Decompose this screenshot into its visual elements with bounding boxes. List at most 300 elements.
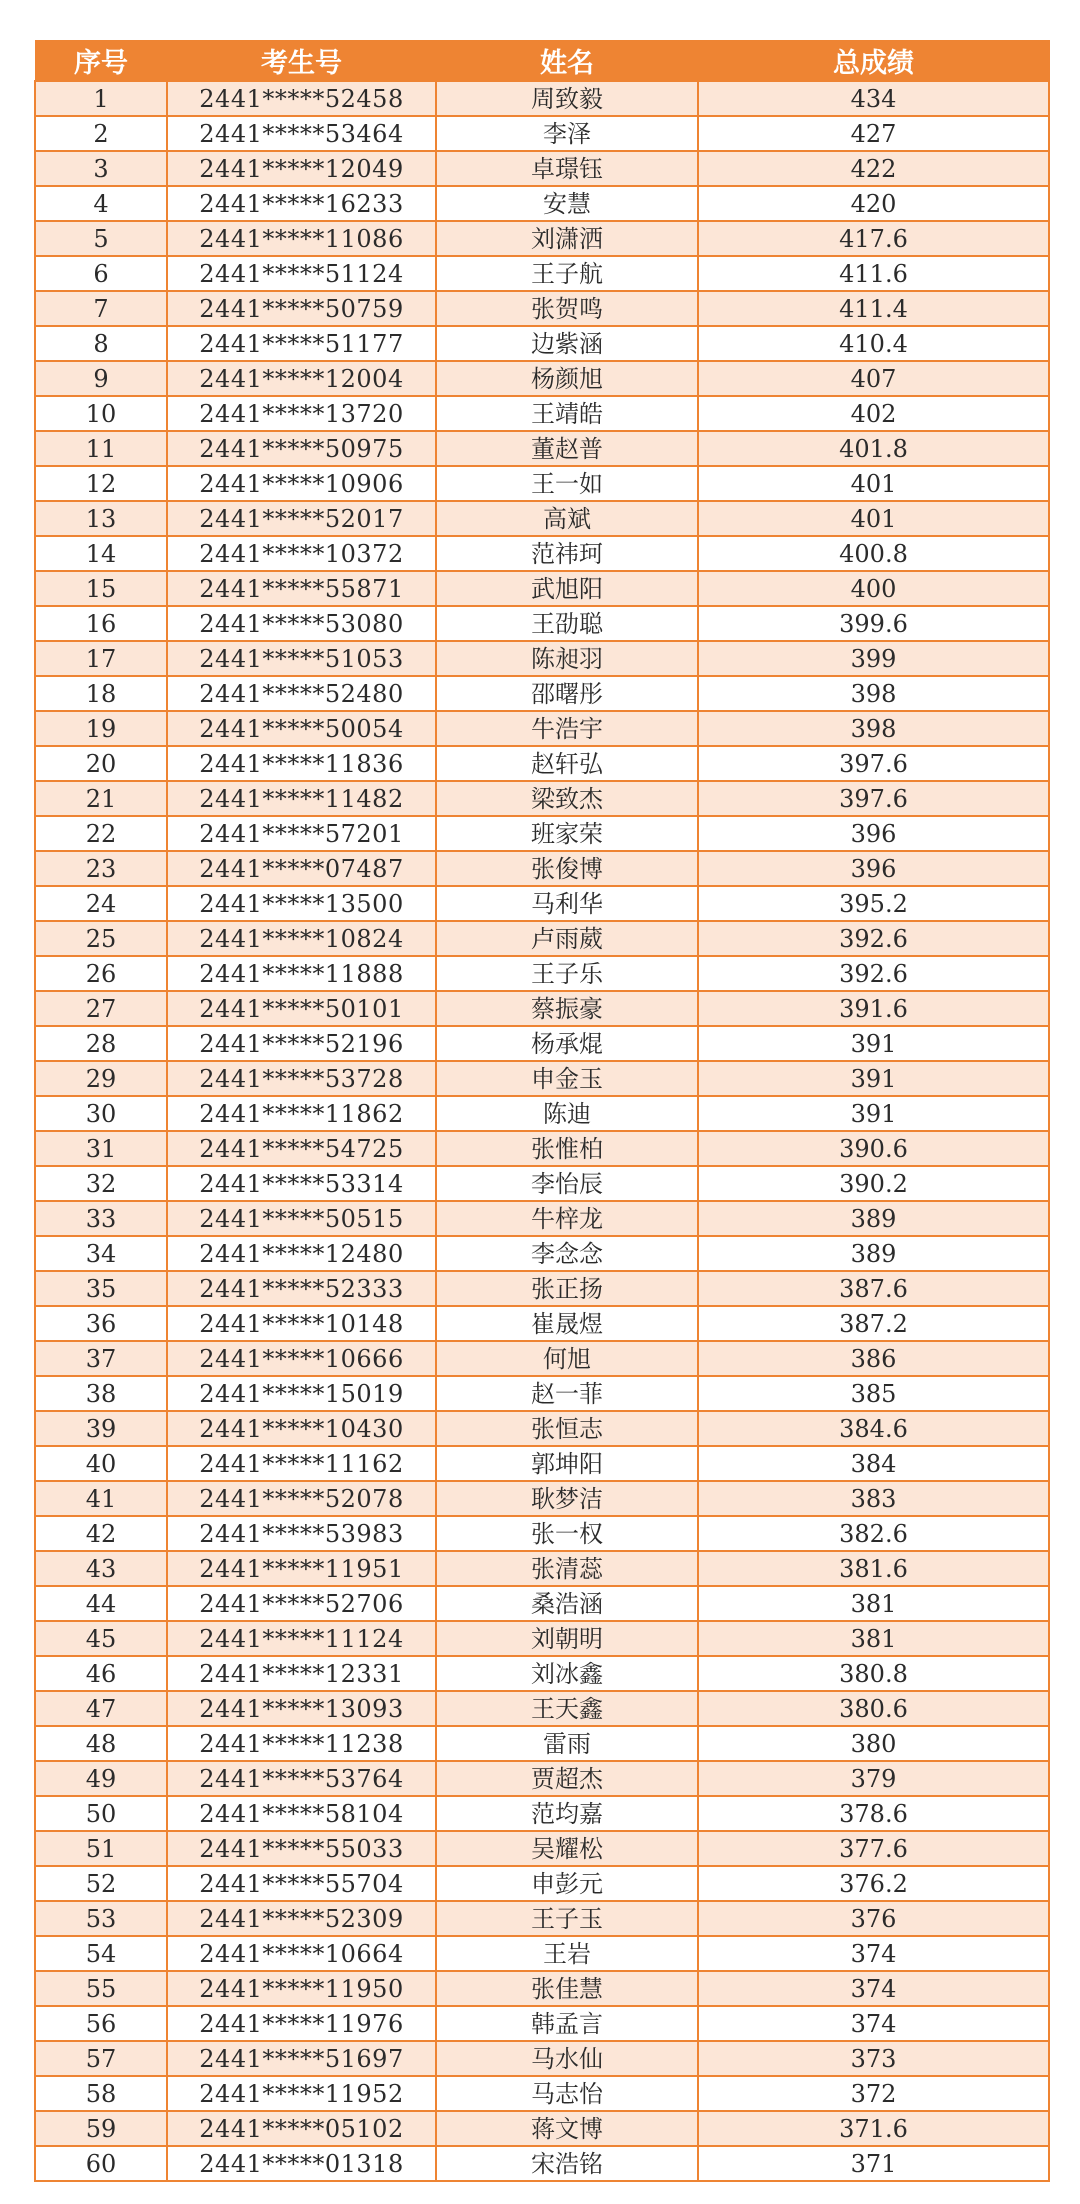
- cell-exam-number: 2441*****12331: [167, 1656, 436, 1691]
- cell-exam-number: 2441*****53728: [167, 1061, 436, 1096]
- cell-exam-number: 2441*****52480: [167, 676, 436, 711]
- cell-total-score: 398: [698, 676, 1049, 711]
- cell-total-score: 398: [698, 711, 1049, 746]
- header-total-score: 总成绩: [698, 41, 1049, 82]
- table-row: [35, 186, 1049, 221]
- table-row: [35, 2006, 1049, 2041]
- cell-index: 23: [35, 851, 167, 886]
- table-row: [35, 501, 1049, 536]
- cell-total-score: 386: [698, 1341, 1049, 1376]
- cell-index: 13: [35, 501, 167, 536]
- table-row: [35, 2041, 1049, 2076]
- cell-exam-number: 2441*****52309: [167, 1901, 436, 1936]
- cell-total-score: 383: [698, 1481, 1049, 1516]
- cell-name: 李泽: [436, 116, 698, 151]
- cell-exam-number: 2441*****55704: [167, 1866, 436, 1901]
- cell-total-score: 399.6: [698, 606, 1049, 641]
- cell-total-score: 380.8: [698, 1656, 1049, 1691]
- cell-total-score: 374: [698, 1971, 1049, 2006]
- cell-name: 邵曙彤: [436, 676, 698, 711]
- cell-total-score: 401: [698, 466, 1049, 501]
- cell-exam-number: 2441*****52458: [167, 81, 436, 116]
- cell-exam-number: 2441*****10664: [167, 1936, 436, 1971]
- cell-exam-number: 2441*****11162: [167, 1446, 436, 1481]
- cell-index: 32: [35, 1166, 167, 1201]
- cell-name: 赵一菲: [436, 1376, 698, 1411]
- cell-exam-number: 2441*****51053: [167, 641, 436, 676]
- cell-name: 李怡辰: [436, 1166, 698, 1201]
- cell-total-score: 391: [698, 1096, 1049, 1131]
- cell-name: 杨承焜: [436, 1026, 698, 1061]
- cell-total-score: 385: [698, 1376, 1049, 1411]
- cell-index: 42: [35, 1516, 167, 1551]
- table-row: [35, 781, 1049, 816]
- cell-name: 王天鑫: [436, 1691, 698, 1726]
- cell-exam-number: 2441*****01318: [167, 2146, 436, 2181]
- cell-total-score: 395.2: [698, 886, 1049, 921]
- cell-exam-number: 2441*****52017: [167, 501, 436, 536]
- cell-total-score: 410.4: [698, 326, 1049, 361]
- table-row: [35, 221, 1049, 256]
- cell-exam-number: 2441*****15019: [167, 1376, 436, 1411]
- table-row: [35, 291, 1049, 326]
- cell-index: 55: [35, 1971, 167, 2006]
- cell-name: 范祎珂: [436, 536, 698, 571]
- cell-total-score: 387.6: [698, 1271, 1049, 1306]
- table-row: [35, 81, 1049, 116]
- cell-total-score: 396: [698, 851, 1049, 886]
- cell-name: 高斌: [436, 501, 698, 536]
- cell-exam-number: 2441*****54725: [167, 1131, 436, 1166]
- table-row: [35, 1026, 1049, 1061]
- cell-index: 30: [35, 1096, 167, 1131]
- score-table-container: [34, 40, 1048, 2182]
- table-row: [35, 466, 1049, 501]
- cell-exam-number: 2441*****11951: [167, 1551, 436, 1586]
- cell-index: 27: [35, 991, 167, 1026]
- cell-total-score: 397.6: [698, 781, 1049, 816]
- cell-total-score: 381: [698, 1586, 1049, 1621]
- cell-exam-number: 2441*****11862: [167, 1096, 436, 1131]
- table-row: [35, 1201, 1049, 1236]
- cell-index: 6: [35, 256, 167, 291]
- cell-index: 10: [35, 396, 167, 431]
- cell-exam-number: 2441*****53983: [167, 1516, 436, 1551]
- cell-index: 1: [35, 81, 167, 116]
- cell-total-score: 402: [698, 396, 1049, 431]
- cell-total-score: 379: [698, 1761, 1049, 1796]
- cell-exam-number: 2441*****53464: [167, 116, 436, 151]
- cell-name: 安慧: [436, 186, 698, 221]
- cell-name: 吴耀松: [436, 1831, 698, 1866]
- table-row: [35, 606, 1049, 641]
- cell-exam-number: 2441*****53314: [167, 1166, 436, 1201]
- cell-total-score: 374: [698, 1936, 1049, 1971]
- cell-exam-number: 2441*****12480: [167, 1236, 436, 1271]
- cell-name: 张俊博: [436, 851, 698, 886]
- cell-index: 45: [35, 1621, 167, 1656]
- table-row: [35, 1831, 1049, 1866]
- cell-name: 申彭元: [436, 1866, 698, 1901]
- header-row: [35, 41, 1049, 82]
- table-row: [35, 1096, 1049, 1131]
- cell-index: 2: [35, 116, 167, 151]
- cell-index: 39: [35, 1411, 167, 1446]
- cell-exam-number: 2441*****50759: [167, 291, 436, 326]
- cell-name: 王岩: [436, 1936, 698, 1971]
- cell-total-score: 380: [698, 1726, 1049, 1761]
- cell-index: 34: [35, 1236, 167, 1271]
- cell-total-score: 374: [698, 2006, 1049, 2041]
- cell-index: 19: [35, 711, 167, 746]
- cell-total-score: 422: [698, 151, 1049, 186]
- cell-name: 马志怡: [436, 2076, 698, 2111]
- cell-exam-number: 2441*****11482: [167, 781, 436, 816]
- cell-total-score: 397.6: [698, 746, 1049, 781]
- table-row: [35, 1166, 1049, 1201]
- cell-index: 38: [35, 1376, 167, 1411]
- cell-name: 宋浩铭: [436, 2146, 698, 2181]
- cell-name: 韩孟言: [436, 2006, 698, 2041]
- cell-exam-number: 2441*****16233: [167, 186, 436, 221]
- cell-name: 牛浩宇: [436, 711, 698, 746]
- cell-exam-number: 2441*****50054: [167, 711, 436, 746]
- cell-index: 48: [35, 1726, 167, 1761]
- table-row: [35, 1551, 1049, 1586]
- table-row: [35, 921, 1049, 956]
- cell-name: 张正扬: [436, 1271, 698, 1306]
- cell-exam-number: 2441*****05102: [167, 2111, 436, 2146]
- cell-index: 22: [35, 816, 167, 851]
- cell-name: 张惟柏: [436, 1131, 698, 1166]
- cell-name: 雷雨: [436, 1726, 698, 1761]
- cell-total-score: 389: [698, 1201, 1049, 1236]
- cell-exam-number: 2441*****11124: [167, 1621, 436, 1656]
- table-row: [35, 2076, 1049, 2111]
- table-row: [35, 1376, 1049, 1411]
- cell-index: 46: [35, 1656, 167, 1691]
- cell-index: 50: [35, 1796, 167, 1831]
- cell-total-score: 372: [698, 2076, 1049, 2111]
- cell-name: 王子航: [436, 256, 698, 291]
- cell-index: 20: [35, 746, 167, 781]
- cell-exam-number: 2441*****10430: [167, 1411, 436, 1446]
- cell-name: 范均嘉: [436, 1796, 698, 1831]
- cell-index: 16: [35, 606, 167, 641]
- cell-total-score: 399: [698, 641, 1049, 676]
- table-row: [35, 536, 1049, 571]
- cell-total-score: 378.6: [698, 1796, 1049, 1831]
- cell-index: 21: [35, 781, 167, 816]
- cell-name: 李念念: [436, 1236, 698, 1271]
- table-row: [35, 886, 1049, 921]
- cell-index: 43: [35, 1551, 167, 1586]
- table-row: [35, 256, 1049, 291]
- table-row: [35, 1061, 1049, 1096]
- cell-exam-number: 2441*****51697: [167, 2041, 436, 2076]
- cell-total-score: 420: [698, 186, 1049, 221]
- cell-total-score: 380.6: [698, 1691, 1049, 1726]
- table-row: [35, 1306, 1049, 1341]
- cell-index: 49: [35, 1761, 167, 1796]
- cell-name: 王靖皓: [436, 396, 698, 431]
- cell-name: 王子乐: [436, 956, 698, 991]
- cell-exam-number: 2441*****10824: [167, 921, 436, 956]
- table-row: [35, 1761, 1049, 1796]
- cell-total-score: 384.6: [698, 1411, 1049, 1446]
- cell-name: 郭坤阳: [436, 1446, 698, 1481]
- cell-name: 贾超杰: [436, 1761, 698, 1796]
- cell-total-score: 434: [698, 81, 1049, 116]
- cell-exam-number: 2441*****12004: [167, 361, 436, 396]
- cell-index: 35: [35, 1271, 167, 1306]
- cell-exam-number: 2441*****52196: [167, 1026, 436, 1061]
- cell-name: 刘潇洒: [436, 221, 698, 256]
- table-row: [35, 1131, 1049, 1166]
- table-row: [35, 816, 1049, 851]
- cell-total-score: 390.2: [698, 1166, 1049, 1201]
- cell-exam-number: 2441*****11888: [167, 956, 436, 991]
- cell-name: 刘冰鑫: [436, 1656, 698, 1691]
- cell-total-score: 392.6: [698, 921, 1049, 956]
- cell-name: 王一如: [436, 466, 698, 501]
- cell-index: 29: [35, 1061, 167, 1096]
- cell-index: 18: [35, 676, 167, 711]
- cell-index: 5: [35, 221, 167, 256]
- table-row: [35, 1481, 1049, 1516]
- cell-exam-number: 2441*****51177: [167, 326, 436, 361]
- cell-total-score: 400.8: [698, 536, 1049, 571]
- cell-name: 杨颜旭: [436, 361, 698, 396]
- table-row: [35, 1901, 1049, 1936]
- cell-index: 54: [35, 1936, 167, 1971]
- table-row: [35, 1516, 1049, 1551]
- cell-total-score: 407: [698, 361, 1049, 396]
- cell-index: 26: [35, 956, 167, 991]
- cell-exam-number: 2441*****12049: [167, 151, 436, 186]
- table-row: [35, 1796, 1049, 1831]
- cell-name: 蔡振豪: [436, 991, 698, 1026]
- cell-name: 董赵普: [436, 431, 698, 466]
- cell-total-score: 387.2: [698, 1306, 1049, 1341]
- cell-exam-number: 2441*****50515: [167, 1201, 436, 1236]
- cell-exam-number: 2441*****57201: [167, 816, 436, 851]
- cell-exam-number: 2441*****55033: [167, 1831, 436, 1866]
- table-row: [35, 711, 1049, 746]
- cell-exam-number: 2441*****52706: [167, 1586, 436, 1621]
- cell-name: 武旭阳: [436, 571, 698, 606]
- cell-exam-number: 2441*****10666: [167, 1341, 436, 1376]
- cell-index: 7: [35, 291, 167, 326]
- cell-name: 卢雨葳: [436, 921, 698, 956]
- cell-name: 卓璟钰: [436, 151, 698, 186]
- cell-total-score: 411.6: [698, 256, 1049, 291]
- cell-total-score: 427: [698, 116, 1049, 151]
- table-row: [35, 1586, 1049, 1621]
- table-body: [35, 81, 1049, 2181]
- cell-total-score: 381: [698, 1621, 1049, 1656]
- cell-index: 37: [35, 1341, 167, 1376]
- table-row: [35, 641, 1049, 676]
- cell-total-score: 376.2: [698, 1866, 1049, 1901]
- table-row: [35, 1971, 1049, 2006]
- cell-name: 崔晟煜: [436, 1306, 698, 1341]
- cell-name: 王子玉: [436, 1901, 698, 1936]
- cell-index: 3: [35, 151, 167, 186]
- cell-exam-number: 2441*****11950: [167, 1971, 436, 2006]
- table-row: [35, 1656, 1049, 1691]
- cell-exam-number: 2441*****13720: [167, 396, 436, 431]
- cell-exam-number: 2441*****52333: [167, 1271, 436, 1306]
- cell-name: 陈迪: [436, 1096, 698, 1131]
- cell-total-score: 400: [698, 571, 1049, 606]
- cell-index: 33: [35, 1201, 167, 1236]
- table-row: [35, 1936, 1049, 1971]
- cell-name: 张贺鸣: [436, 291, 698, 326]
- cell-name: 梁致杰: [436, 781, 698, 816]
- cell-total-score: 411.4: [698, 291, 1049, 326]
- cell-name: 边紫涵: [436, 326, 698, 361]
- cell-total-score: 401: [698, 501, 1049, 536]
- cell-exam-number: 2441*****53764: [167, 1761, 436, 1796]
- cell-name: 刘朝明: [436, 1621, 698, 1656]
- cell-total-score: 376: [698, 1901, 1049, 1936]
- cell-name: 周致毅: [436, 81, 698, 116]
- header-exam-number: 考生号: [167, 41, 436, 82]
- table-row: [35, 1866, 1049, 1901]
- cell-index: 58: [35, 2076, 167, 2111]
- table-row: [35, 1726, 1049, 1761]
- cell-index: 44: [35, 1586, 167, 1621]
- cell-name: 蒋文博: [436, 2111, 698, 2146]
- cell-exam-number: 2441*****50975: [167, 431, 436, 466]
- cell-total-score: 390.6: [698, 1131, 1049, 1166]
- cell-index: 24: [35, 886, 167, 921]
- table-row: [35, 116, 1049, 151]
- header-index: 序号: [35, 41, 167, 82]
- cell-index: 12: [35, 466, 167, 501]
- cell-index: 57: [35, 2041, 167, 2076]
- cell-exam-number: 2441*****11836: [167, 746, 436, 781]
- cell-name: 张佳慧: [436, 1971, 698, 2006]
- cell-total-score: 391: [698, 1026, 1049, 1061]
- cell-name: 班家荣: [436, 816, 698, 851]
- table-header: [35, 41, 1049, 82]
- cell-index: 4: [35, 186, 167, 221]
- cell-index: 15: [35, 571, 167, 606]
- cell-index: 31: [35, 1131, 167, 1166]
- cell-exam-number: 2441*****53080: [167, 606, 436, 641]
- cell-total-score: 371: [698, 2146, 1049, 2181]
- cell-name: 申金玉: [436, 1061, 698, 1096]
- table-row: [35, 1411, 1049, 1446]
- cell-exam-number: 2441*****11952: [167, 2076, 436, 2111]
- cell-total-score: 417.6: [698, 221, 1049, 256]
- table-row: [35, 1446, 1049, 1481]
- cell-total-score: 396: [698, 816, 1049, 851]
- cell-exam-number: 2441*****51124: [167, 256, 436, 291]
- cell-index: 51: [35, 1831, 167, 1866]
- table-row: [35, 746, 1049, 781]
- table-row: [35, 1621, 1049, 1656]
- cell-index: 59: [35, 2111, 167, 2146]
- cell-index: 53: [35, 1901, 167, 1936]
- cell-exam-number: 2441*****52078: [167, 1481, 436, 1516]
- cell-total-score: 373: [698, 2041, 1049, 2076]
- table-row: [35, 1236, 1049, 1271]
- cell-exam-number: 2441*****50101: [167, 991, 436, 1026]
- cell-exam-number: 2441*****10148: [167, 1306, 436, 1341]
- table-row: [35, 431, 1049, 466]
- table-row: [35, 2111, 1049, 2146]
- cell-total-score: 384: [698, 1446, 1049, 1481]
- table-row: [35, 151, 1049, 186]
- cell-total-score: 389: [698, 1236, 1049, 1271]
- cell-exam-number: 2441*****07487: [167, 851, 436, 886]
- table-row: [35, 1271, 1049, 1306]
- table-row: [35, 851, 1049, 886]
- cell-exam-number: 2441*****10906: [167, 466, 436, 501]
- cell-index: 8: [35, 326, 167, 361]
- cell-name: 马利华: [436, 886, 698, 921]
- table-row: [35, 361, 1049, 396]
- cell-exam-number: 2441*****55871: [167, 571, 436, 606]
- cell-name: 赵轩弘: [436, 746, 698, 781]
- cell-index: 52: [35, 1866, 167, 1901]
- cell-exam-number: 2441*****10372: [167, 536, 436, 571]
- table-row: [35, 1341, 1049, 1376]
- table-row: [35, 2146, 1049, 2181]
- cell-name: 桑浩涵: [436, 1586, 698, 1621]
- cell-index: 60: [35, 2146, 167, 2181]
- cell-total-score: 401.8: [698, 431, 1049, 466]
- cell-total-score: 381.6: [698, 1551, 1049, 1586]
- cell-name: 王劭聪: [436, 606, 698, 641]
- table-row: [35, 956, 1049, 991]
- cell-index: 40: [35, 1446, 167, 1481]
- cell-index: 25: [35, 921, 167, 956]
- score-table: [34, 40, 1050, 2182]
- cell-index: 17: [35, 641, 167, 676]
- cell-name: 耿梦洁: [436, 1481, 698, 1516]
- cell-name: 牛梓龙: [436, 1201, 698, 1236]
- cell-name: 张恒志: [436, 1411, 698, 1446]
- cell-exam-number: 2441*****11086: [167, 221, 436, 256]
- cell-index: 28: [35, 1026, 167, 1061]
- table-row: [35, 571, 1049, 606]
- cell-total-score: 382.6: [698, 1516, 1049, 1551]
- cell-total-score: 392.6: [698, 956, 1049, 991]
- cell-index: 47: [35, 1691, 167, 1726]
- table-row: [35, 991, 1049, 1026]
- cell-exam-number: 2441*****11976: [167, 2006, 436, 2041]
- cell-name: 张一权: [436, 1516, 698, 1551]
- cell-exam-number: 2441*****11238: [167, 1726, 436, 1761]
- cell-index: 56: [35, 2006, 167, 2041]
- cell-index: 9: [35, 361, 167, 396]
- cell-exam-number: 2441*****13093: [167, 1691, 436, 1726]
- table-row: [35, 676, 1049, 711]
- cell-total-score: 377.6: [698, 1831, 1049, 1866]
- cell-name: 张清蕊: [436, 1551, 698, 1586]
- cell-total-score: 391: [698, 1061, 1049, 1096]
- cell-exam-number: 2441*****13500: [167, 886, 436, 921]
- cell-index: 36: [35, 1306, 167, 1341]
- cell-index: 41: [35, 1481, 167, 1516]
- cell-index: 11: [35, 431, 167, 466]
- cell-total-score: 391.6: [698, 991, 1049, 1026]
- table-row: [35, 396, 1049, 431]
